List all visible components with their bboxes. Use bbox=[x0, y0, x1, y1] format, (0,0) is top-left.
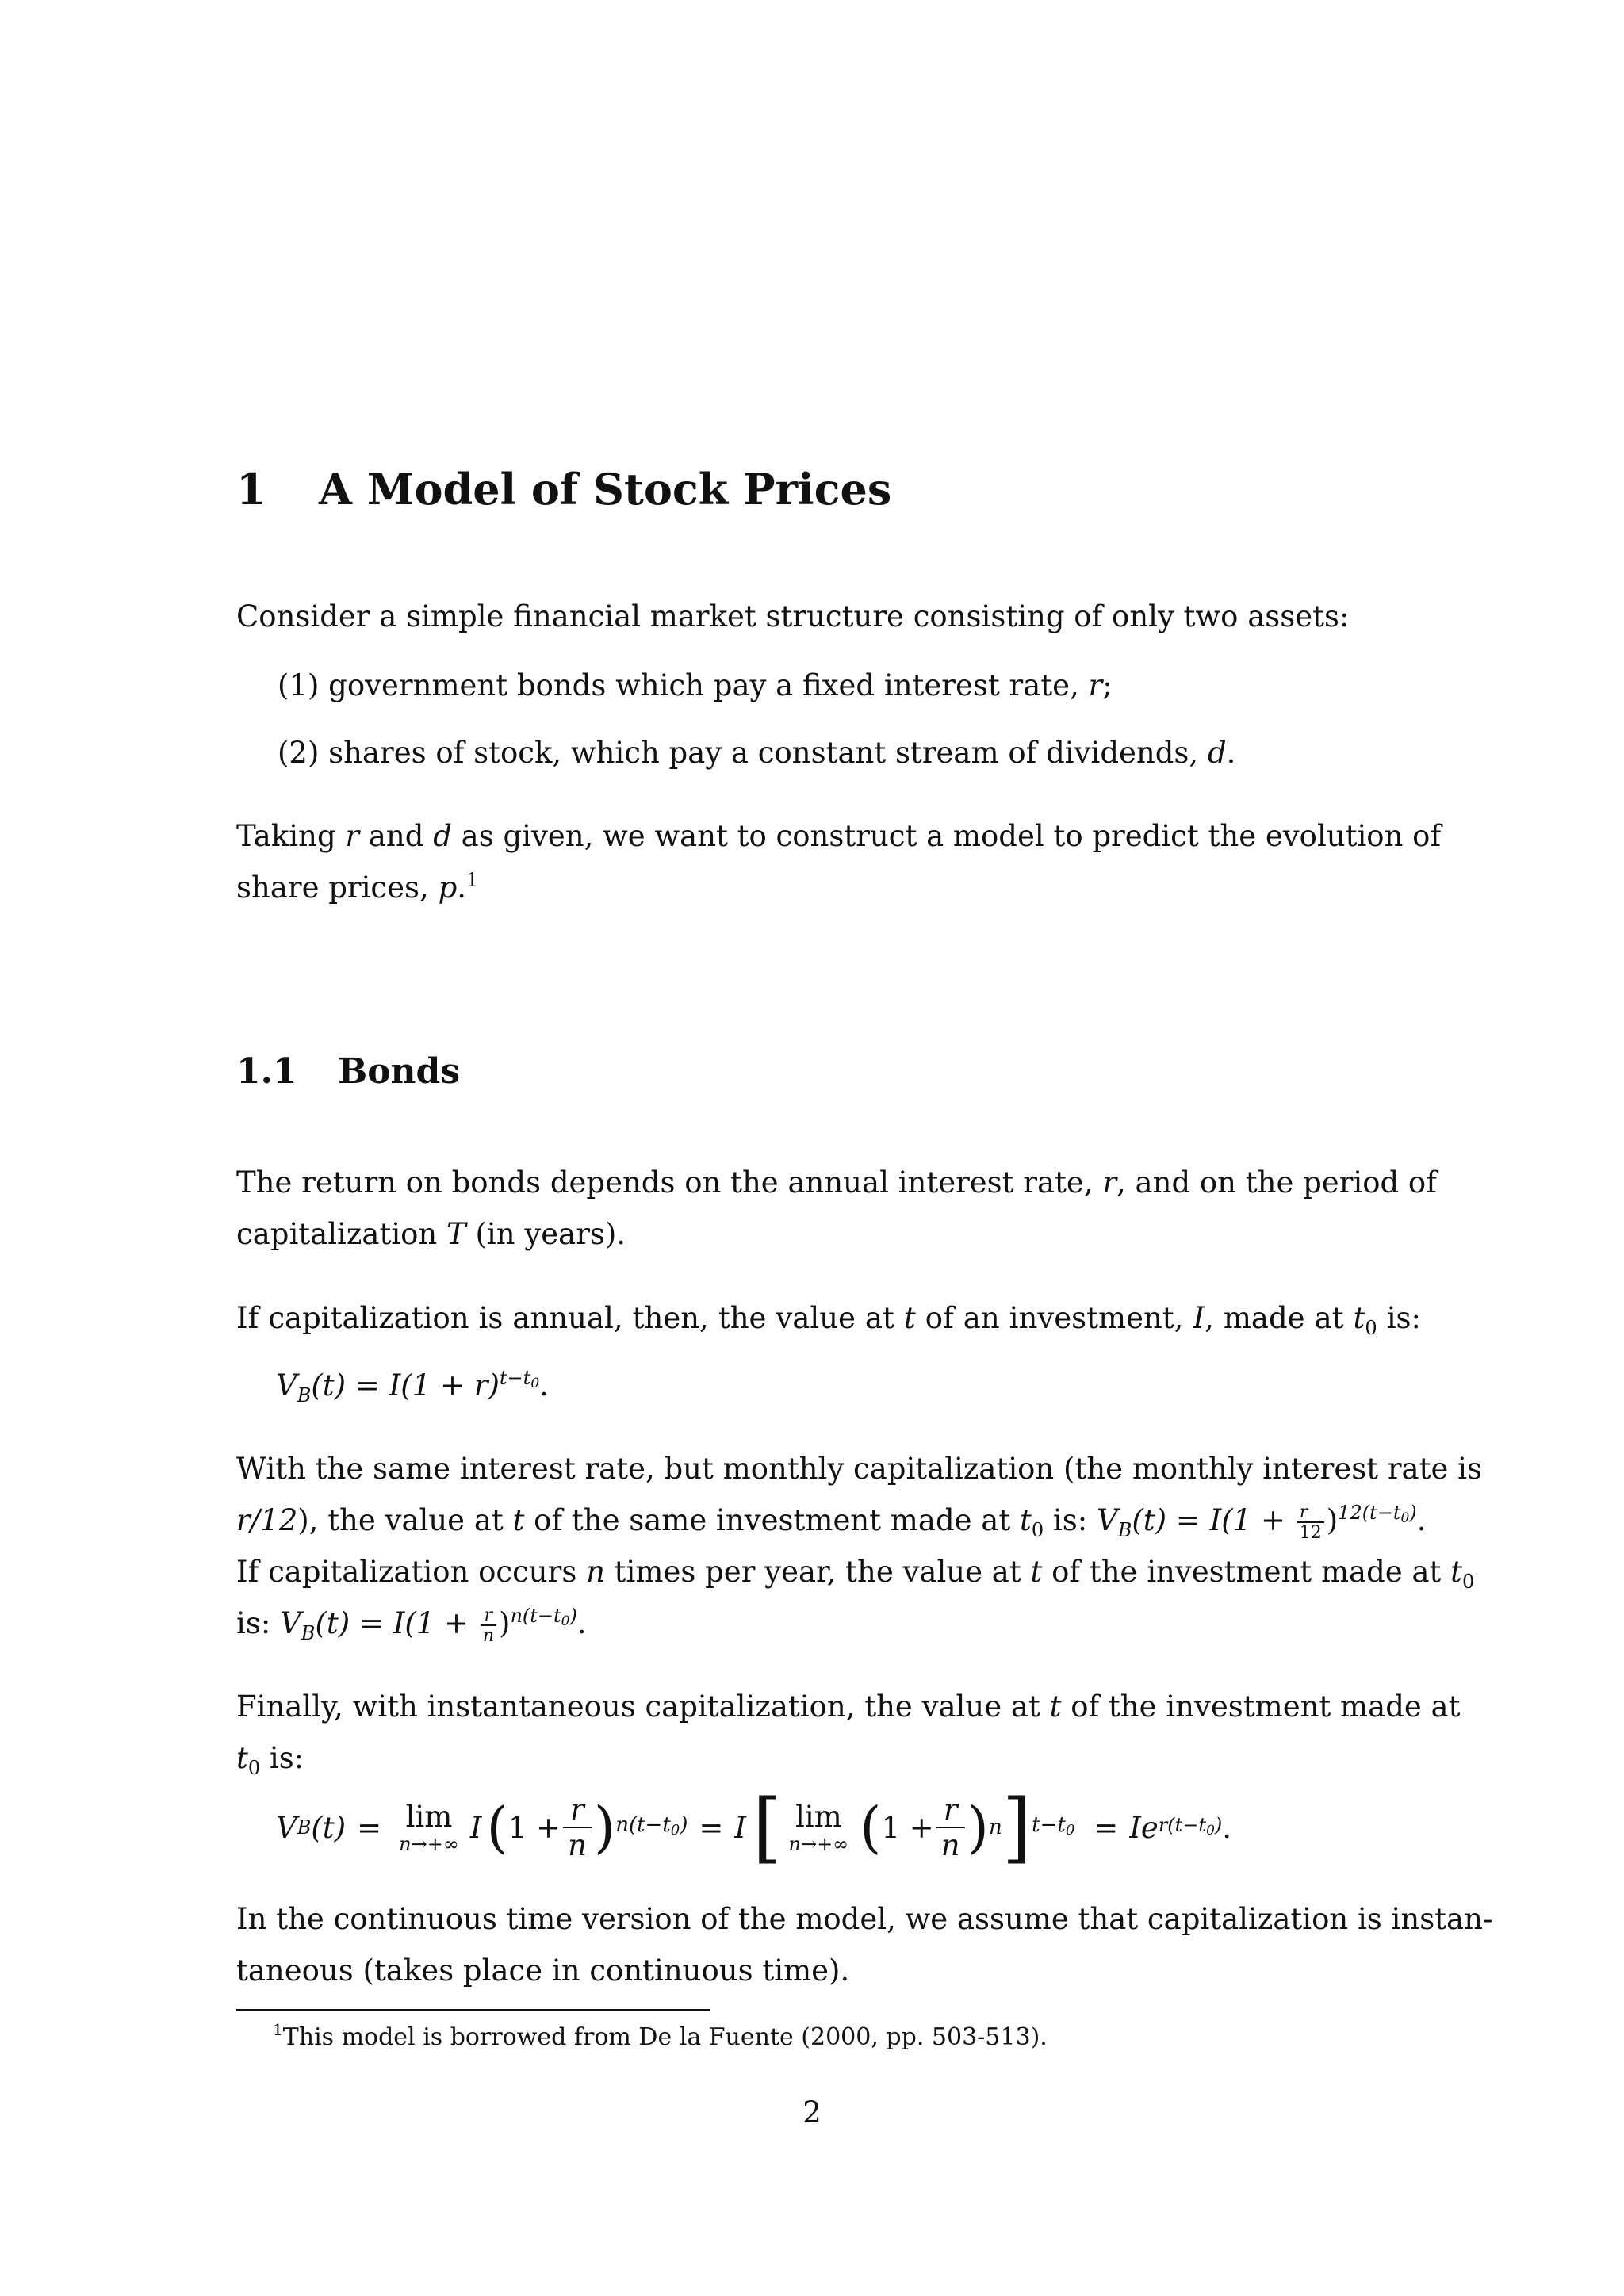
equation-instantaneous: V B (t) = lim n→+∞ I ( 1 + $\frac{r}{n}$ ) n(t−t0) = I [ lim n→+∞ ( 1 + $\frac{r}{n}$ ) n ] t−t0 = Ie r(t−t0) . bbox=[276, 1783, 1232, 1872]
eq1-exponent bbox=[500, 1367, 539, 1389]
deq-exp-1-sub: 0 bbox=[670, 1821, 680, 1839]
deq-frac-1-den: n bbox=[568, 1828, 587, 1862]
intro-item-2-text: (2) shares of stock, which pay a constant stream of dividends, bbox=[278, 736, 1208, 770]
p4-var-t: t bbox=[1049, 1689, 1062, 1724]
footnote-marker: 1 bbox=[466, 869, 479, 891]
intro-item-2-end: . bbox=[1226, 736, 1236, 770]
bonds-p1-text-c: capitalization bbox=[236, 1217, 447, 1251]
bonds-p4-line-1 bbox=[236, 1681, 1461, 1732]
deq-outer-exp-sub: 0 bbox=[1065, 1821, 1075, 1839]
intro-item-1-text: (1) government bonds which pay a fixed interest rate, bbox=[278, 668, 1089, 702]
deq-rhs-exp-end: ) bbox=[1214, 1813, 1223, 1836]
p3-l4-exp-end: ) bbox=[569, 1605, 577, 1627]
p3-eq-end: . bbox=[1416, 1503, 1427, 1537]
p3-eq-exp-sub: 0 bbox=[1400, 1510, 1410, 1526]
intro-item-2 bbox=[278, 727, 1235, 779]
deq-lim-word-2: lim bbox=[795, 1799, 842, 1834]
deq-outer-exponent bbox=[1032, 1812, 1075, 1839]
p3-l3-text-c: of the investment made at bbox=[1042, 1555, 1451, 1589]
p3-l3-var-t: t bbox=[1030, 1555, 1043, 1589]
bonds-p2-var-t0-sub: 0 bbox=[1365, 1317, 1377, 1339]
deq-I: I bbox=[469, 1810, 482, 1845]
equation-annual bbox=[276, 1360, 549, 1411]
p3-var-t0: t bbox=[1019, 1503, 1032, 1537]
intro-taking-line-1 bbox=[236, 810, 1442, 862]
subsection-title: Bonds bbox=[338, 1051, 461, 1092]
intro-item-1 bbox=[278, 660, 1113, 711]
deq-frac-1-num: r bbox=[563, 1795, 592, 1828]
p3-eq-exp-text: 12(t−t bbox=[1338, 1502, 1401, 1524]
p3-r-over-12: r/12 bbox=[236, 1503, 298, 1537]
p4-text-b: of the investment made at bbox=[1061, 1689, 1461, 1724]
p3-text-d: is: bbox=[1044, 1503, 1097, 1537]
p3-l4-frac-num: r bbox=[481, 1607, 496, 1626]
deq-lim-word-1: lim bbox=[405, 1799, 453, 1834]
deq-arg: (t) bbox=[311, 1810, 347, 1845]
deq-limit-1 bbox=[399, 1799, 459, 1855]
footnote bbox=[273, 2022, 1048, 2053]
p3-l3-var-t0: t bbox=[1450, 1555, 1463, 1589]
eq1-exp-sub: 0 bbox=[530, 1376, 540, 1391]
p3-l4-lhs: V bbox=[280, 1606, 301, 1640]
p3-l3-var-n: n bbox=[586, 1555, 605, 1589]
bonds-p2-var-t0: t bbox=[1353, 1301, 1365, 1335]
bonds-p5-line-1: In the continuous time version of the model, we assume that capitalization is instan- bbox=[236, 1902, 1493, 1936]
p3-eq-lhs: V bbox=[1096, 1503, 1118, 1537]
intro-lead: Consider a simple financial market structure consisting of only two assets: bbox=[236, 599, 1350, 633]
bonds-p1-text-a: The return on bonds depends on the annual interest rate, bbox=[236, 1165, 1103, 1200]
p3-frac-num: r bbox=[1297, 1504, 1324, 1523]
bonds-p3-line-1: With the same interest rate, but monthly capitalization (the monthly interest rate is bbox=[236, 1452, 1482, 1486]
deq-frac-2-den: n bbox=[940, 1828, 960, 1862]
footnote-rule bbox=[236, 2009, 710, 2011]
p3-frac-den: 12 bbox=[1299, 1522, 1322, 1543]
bonds-p2-text-d: is: bbox=[1377, 1301, 1421, 1335]
p3-eq-mid: (t) = I(1 + bbox=[1132, 1503, 1295, 1537]
bonds-p2-text-b: of an investment, bbox=[915, 1301, 1193, 1335]
deq-one-plus-1: 1 + bbox=[508, 1810, 561, 1845]
p3-l3-text-a: If capitalization occurs bbox=[236, 1555, 587, 1589]
p3-eq-lhs-sub: B bbox=[1117, 1519, 1132, 1541]
deq-one-plus-2: 1 + bbox=[881, 1810, 934, 1845]
eq1-lhs-sub: B bbox=[297, 1384, 312, 1406]
deq-exponent-1 bbox=[615, 1812, 688, 1839]
p3-l4-end: . bbox=[576, 1606, 587, 1640]
p3-l3-text-b: times per year, the value at bbox=[604, 1555, 1031, 1589]
bonds-p4-line-2 bbox=[236, 1732, 1421, 1784]
p3-var-t: t bbox=[512, 1503, 525, 1537]
p3-eq-exponent bbox=[1338, 1502, 1417, 1524]
deq-equals-3: = bbox=[1094, 1810, 1119, 1845]
bonds-p2-text-c: , made at bbox=[1205, 1301, 1354, 1335]
bonds-p1-var-T: T bbox=[446, 1217, 466, 1251]
deq-rhs-exp-sub: 0 bbox=[1206, 1822, 1215, 1839]
p3-text-b: ), the value at bbox=[297, 1503, 513, 1537]
taking-text-a: Taking bbox=[236, 819, 346, 853]
footnote-mark: 1 bbox=[273, 2020, 283, 2039]
bonds-p3-line-2 bbox=[236, 1494, 1427, 1546]
p4-var-t0: t bbox=[236, 1741, 248, 1775]
p3-var-t0-sub: 0 bbox=[1031, 1519, 1044, 1541]
deq-limit-2 bbox=[788, 1799, 849, 1855]
deq-outer-exp-text: t−t bbox=[1032, 1812, 1066, 1837]
taking-text-b: and bbox=[359, 819, 434, 853]
deq-exp-1-text: n(t−t bbox=[615, 1812, 671, 1837]
intro-item-1-end: ; bbox=[1102, 668, 1113, 702]
bonds-p2 bbox=[236, 1292, 1421, 1344]
p3-l4-exp-sub: 0 bbox=[561, 1613, 570, 1629]
deq-lhs: V bbox=[276, 1810, 297, 1845]
deq-I2: I bbox=[734, 1810, 747, 1845]
p3-l4-frac-den: n bbox=[482, 1625, 494, 1646]
p3-l4-exp-text: n(t−t bbox=[510, 1605, 561, 1627]
deq-rhs-exp-text: r(t−t bbox=[1158, 1813, 1207, 1836]
taking-text-d: share prices, bbox=[236, 871, 439, 905]
taking-var-p: p bbox=[438, 871, 458, 905]
section-heading bbox=[236, 461, 891, 517]
intro-item-1-var: r bbox=[1088, 668, 1103, 702]
section-title: A Model of Stock Prices bbox=[319, 464, 892, 515]
subsection-number: 1.1 bbox=[236, 1051, 297, 1092]
p3-eq-exp-end: ) bbox=[1409, 1502, 1417, 1524]
p3-eq-close: ) bbox=[1326, 1503, 1339, 1537]
deq-lim-sub-1: n→+∞ bbox=[399, 1832, 459, 1855]
p4-text-c: is: bbox=[260, 1741, 304, 1775]
deq-exp-1-end: ) bbox=[680, 1812, 688, 1837]
subsection-heading bbox=[236, 1048, 460, 1096]
bonds-p1-line-1 bbox=[236, 1157, 1437, 1208]
eq1-lhs: V bbox=[276, 1368, 297, 1402]
bonds-p1-var-r: r bbox=[1102, 1165, 1117, 1200]
eq1-arg: (t) bbox=[311, 1368, 347, 1402]
intro-item-2-var: d bbox=[1207, 736, 1227, 770]
deq-rhs: Ie bbox=[1129, 1810, 1159, 1845]
p3-l4-close: ) bbox=[499, 1606, 511, 1640]
eq1-rhs: I(1 + r) bbox=[389, 1368, 500, 1402]
footnote-text: This model is borrowed from De la Fuente (2000, pp. 503-513). bbox=[282, 2023, 1048, 2051]
bonds-p2-var-t: t bbox=[903, 1301, 916, 1335]
p3-fraction bbox=[1297, 1504, 1324, 1542]
bonds-p2-text-a: If capitalization is annual, then, the value at bbox=[236, 1301, 904, 1335]
p3-l4-lhs-sub: B bbox=[301, 1622, 316, 1644]
deq-fraction-1 bbox=[563, 1795, 592, 1860]
deq-fraction-2 bbox=[936, 1795, 965, 1860]
bonds-p1-text-d: (in years). bbox=[465, 1217, 626, 1251]
p4-text-a: Finally, with instantaneous capitalization, the value at bbox=[236, 1689, 1050, 1724]
p3-text-c: of the same investment made at bbox=[524, 1503, 1020, 1537]
eq1-equals: = bbox=[346, 1368, 389, 1402]
taking-var-r: r bbox=[345, 819, 360, 853]
eq1-exp-text: t−t bbox=[499, 1367, 531, 1389]
bonds-p3-line-4 bbox=[236, 1598, 1421, 1649]
page-number: 2 bbox=[802, 2095, 822, 2130]
taking-var-d: d bbox=[433, 819, 452, 853]
bonds-p5-line-2: taneous (takes place in continuous time). bbox=[236, 1954, 850, 1988]
bonds-p1-line-2 bbox=[236, 1208, 1421, 1260]
taking-text-e: . bbox=[457, 871, 467, 905]
bonds-p1-text-b: , and on the period of bbox=[1116, 1165, 1437, 1200]
p3-l4-exponent bbox=[510, 1605, 576, 1627]
p3-l3-var-t0-sub: 0 bbox=[1462, 1571, 1475, 1593]
bonds-p2-var-I: I bbox=[1193, 1301, 1205, 1335]
eq1-end: . bbox=[539, 1368, 549, 1402]
deq-frac-2-num: r bbox=[936, 1795, 965, 1828]
taking-text-c: as given, we want to construct a model to predict the evolution of bbox=[451, 819, 1442, 853]
deq-lim-sub-2: n→+∞ bbox=[788, 1832, 849, 1855]
p3-l4-text-a: is: bbox=[236, 1606, 281, 1640]
deq-end: . bbox=[1222, 1810, 1232, 1845]
p3-l4-mid: (t) = I(1 + bbox=[315, 1606, 478, 1640]
deq-equals-1: = bbox=[357, 1810, 382, 1845]
p3-l4-fraction bbox=[481, 1607, 496, 1645]
deq-rhs-exponent bbox=[1158, 1813, 1223, 1839]
p4-var-t0-sub: 0 bbox=[247, 1757, 261, 1779]
bonds-p3-line-3 bbox=[236, 1546, 1475, 1598]
section-number: 1 bbox=[236, 464, 266, 515]
deq-equals-2: = bbox=[699, 1810, 724, 1845]
intro-taking-line-2 bbox=[236, 862, 1421, 913]
